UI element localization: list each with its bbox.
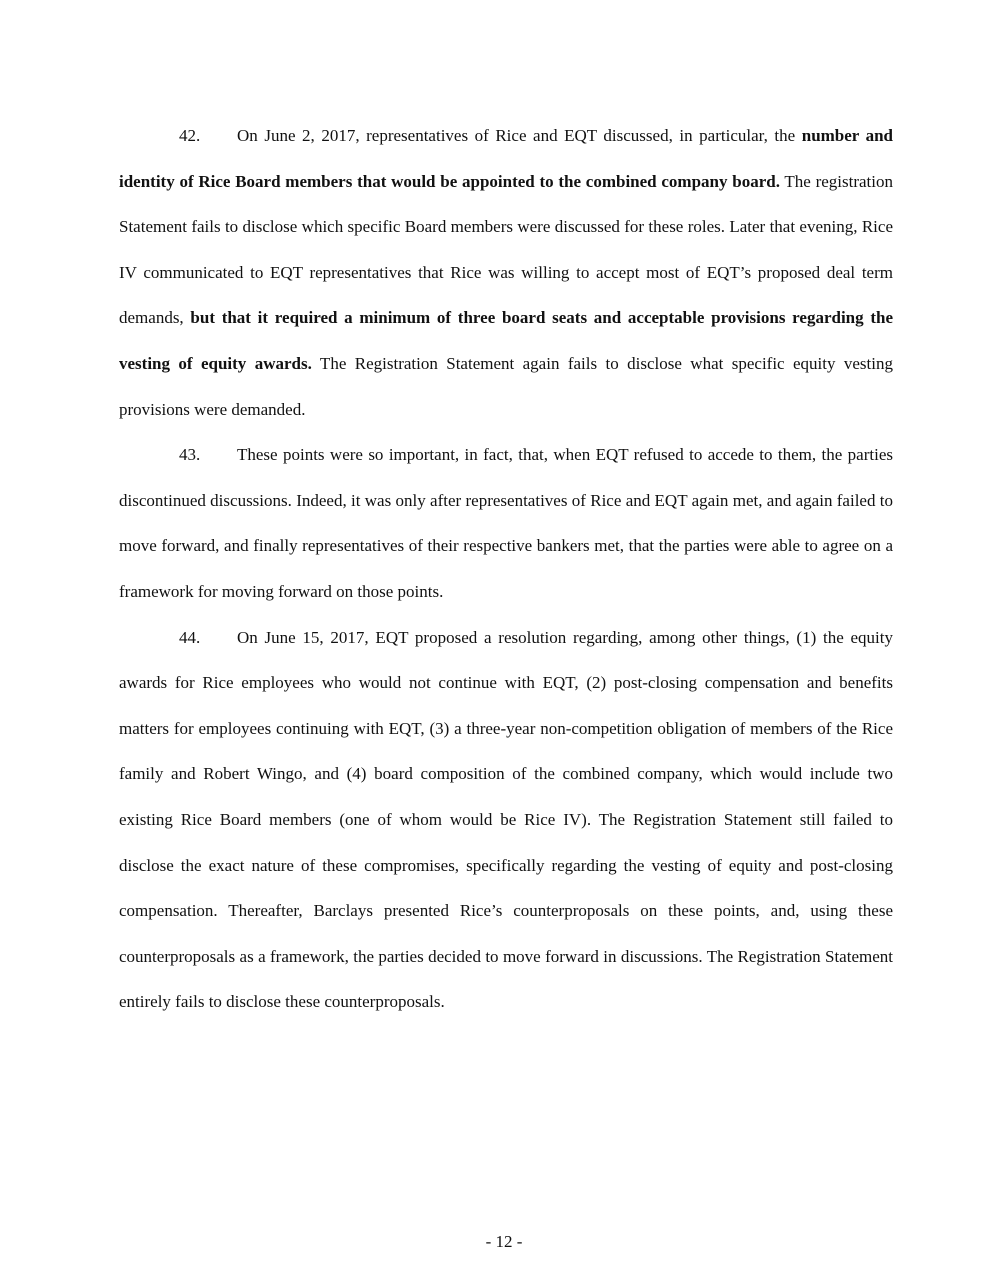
paragraph-42 — [119, 113, 893, 432]
paragraph-number: 44. — [179, 627, 201, 647]
paragraph-number: 43. — [179, 445, 201, 465]
paragraph-text: The registration Statement fails to disclose which specific Board members were discussed for these roles. Later that evening, Rice IV communicated to EQT representatives that Rice was willing to accept most of EQT’s proposed deal term demands, — [119, 171, 894, 328]
bold-emphasis: number and identity of Rice Board members that would be appointed to the combined company board. — [119, 126, 894, 191]
paragraph-text: On June 2, 2017, representatives of Rice and EQT discussed, in particular, the — [237, 126, 802, 145]
bold-emphasis: but that it required a minimum of three board seats and acceptable provisions regarding the vesting of equity awards. — [119, 308, 893, 373]
paragraph-text: On June 15, 2017, EQT proposed a resolution regarding, among other things, (1) the equity awards for Rice employees who would not continue with EQT, (2) post-closing compensation and benefits matters for employees continuing with EQT, (3) a three-year non-competition obligation of members of the Rice family and Robert Wingo, and (4) board composition of the combined company, which would include two existing Rice Board members (one of whom would be Rice IV). The Registration Statement still failed to disclose the exact nature of these compromises, specifically regarding the vesting of equity and post-closing compensation. Thereafter, Barclays presented Rice’s counterproposals on these points, and, using these counterproposals as a framework, the parties decided to move forward in discussions. The Registration Statement entirely fails to disclose these counterproposals. — [119, 627, 893, 1012]
paragraph-43 — [119, 432, 893, 614]
paragraph-number: 42. — [179, 126, 201, 145]
page-number: - 12 - — [485, 1232, 523, 1251]
paragraph-44 — [119, 615, 893, 1025]
paragraph-text: The Registration Statement again fails to disclose what specific equity vesting provisions were demanded. — [119, 353, 893, 419]
paragraph-text: These points were so important, in fact, that, when EQT refused to accede to them, the parties discontinued discussions. Indeed, it was only after representatives of Rice and EQT again met, and again failed to move forward, and finally representatives of their respective bankers met, that the parties were able to agree on a framework for moving forward on those points. — [119, 445, 893, 601]
document-body — [119, 113, 893, 1025]
